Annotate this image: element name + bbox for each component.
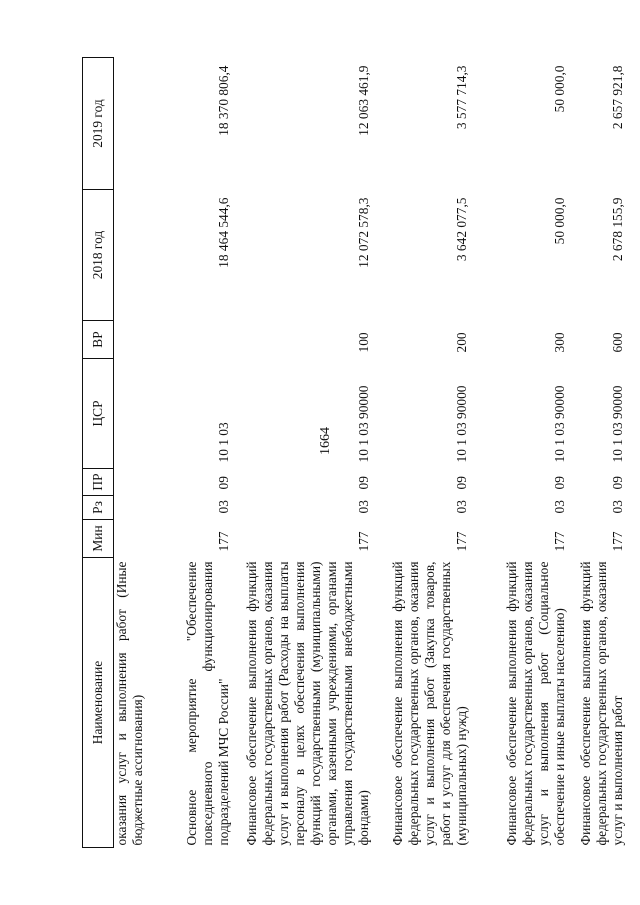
row-name: Основное мероприятие "Обеспечение повседневного функционирования подразделений МЧС России" [183, 561, 231, 846]
row-vr [164, 321, 232, 359]
row-2018: 3 642 077,5 [453, 197, 469, 262]
row-csr: 10 1 03 [215, 422, 231, 463]
row-rz: 03 [215, 500, 231, 514]
row-rz: 03 [355, 500, 371, 514]
row-2019: 12 063 461,9 [355, 65, 371, 136]
header-csr: ЦСР [83, 359, 114, 469]
header-vr: ВР [83, 321, 114, 359]
header-name: Наименование [83, 558, 114, 848]
row-min: 177 [453, 531, 469, 552]
row-vr [114, 321, 164, 359]
row-rz: 03 [551, 500, 567, 514]
row-min: 177 [355, 531, 371, 552]
row-pr: 09 [453, 476, 469, 490]
table-row [164, 58, 232, 848]
table-row [114, 58, 164, 848]
row-2018: 50 000,0 [551, 197, 567, 245]
header-rz: Рз [83, 496, 114, 520]
row-min: 177 [215, 531, 231, 552]
row-min [114, 520, 164, 558]
row-2018 [114, 190, 164, 321]
row-pr: 09 [551, 476, 567, 490]
header-2019: 2019 год [83, 58, 114, 190]
row-2019: 3 577 714,3 [453, 65, 469, 130]
table-row [372, 58, 470, 848]
row-csr: 10 1 03 90000 [551, 385, 567, 463]
row-name: Финансовое обеспечение выполнения функций федеральных государственных органов, оказания услуг и выполнения работ [577, 561, 625, 846]
header-min: Мин [83, 520, 114, 558]
page-number: 1664 [318, 427, 333, 455]
row-csr: 10 1 03 90000 [355, 385, 371, 463]
row-csr: 10 1 03 90000 [609, 385, 625, 463]
row-csr [114, 359, 164, 469]
table-row [232, 58, 372, 848]
table-header-row [83, 58, 114, 848]
row-vr: 100 [355, 332, 371, 353]
row-pr: 09 [355, 476, 371, 490]
row-pr: 09 [609, 476, 625, 490]
header-2018: 2018 год [83, 190, 114, 321]
row-2018: 12 072 578,3 [355, 197, 371, 268]
row-vr: 200 [453, 332, 469, 353]
row-rz [114, 496, 164, 520]
row-csr: 10 1 03 90000 [453, 385, 469, 463]
row-name: Финансовое обеспечение выполнения функций федеральных государственных органов, оказания услуг и выполнения работ (Социальное обеспечение и иные выплаты населению) [503, 561, 567, 846]
row-pr: 09 [215, 476, 231, 490]
row-2019: 18 370 806,4 [215, 65, 231, 136]
row-2019 [114, 58, 164, 190]
budget-table-rotated [82, 58, 627, 848]
row-min: 177 [609, 531, 625, 552]
row-name: оказания услуг и выполнения работ (Иные бюджетные ассигнования) [114, 561, 145, 846]
row-2019: 50 000,0 [551, 65, 567, 113]
row-rz: 03 [609, 500, 625, 514]
row-2018: 2 678 155,9 [609, 197, 625, 262]
row-rz: 03 [453, 500, 469, 514]
budget-table [82, 57, 626, 848]
row-2019: 2 657 921,8 [609, 65, 625, 130]
row-min: 177 [551, 531, 567, 552]
header-pr: ПР [83, 469, 114, 496]
row-pr [114, 469, 164, 496]
row-vr: 300 [551, 332, 567, 353]
row-name: Финансовое обеспечение выполнения функций федеральных государственных органов, оказания услуг и выполнения работ (Закупка товаров, работ и услуг для обеспечения государственных (муниципальных) нужд) [389, 561, 469, 846]
table-row [568, 58, 626, 848]
row-2018: 18 464 544,6 [215, 197, 231, 268]
table-row [470, 58, 568, 848]
row-vr: 600 [609, 332, 625, 353]
row-name: Финансовое обеспечение выполнения функций федеральных государственных органов, оказания услуг и выполнения работ (Расходы на выплаты персоналу в целях обеспечения выполнения функций государственными (муниципальными) органами, казенными учреждениями, органами управления государственными внебюджетными фондами) [243, 561, 371, 846]
